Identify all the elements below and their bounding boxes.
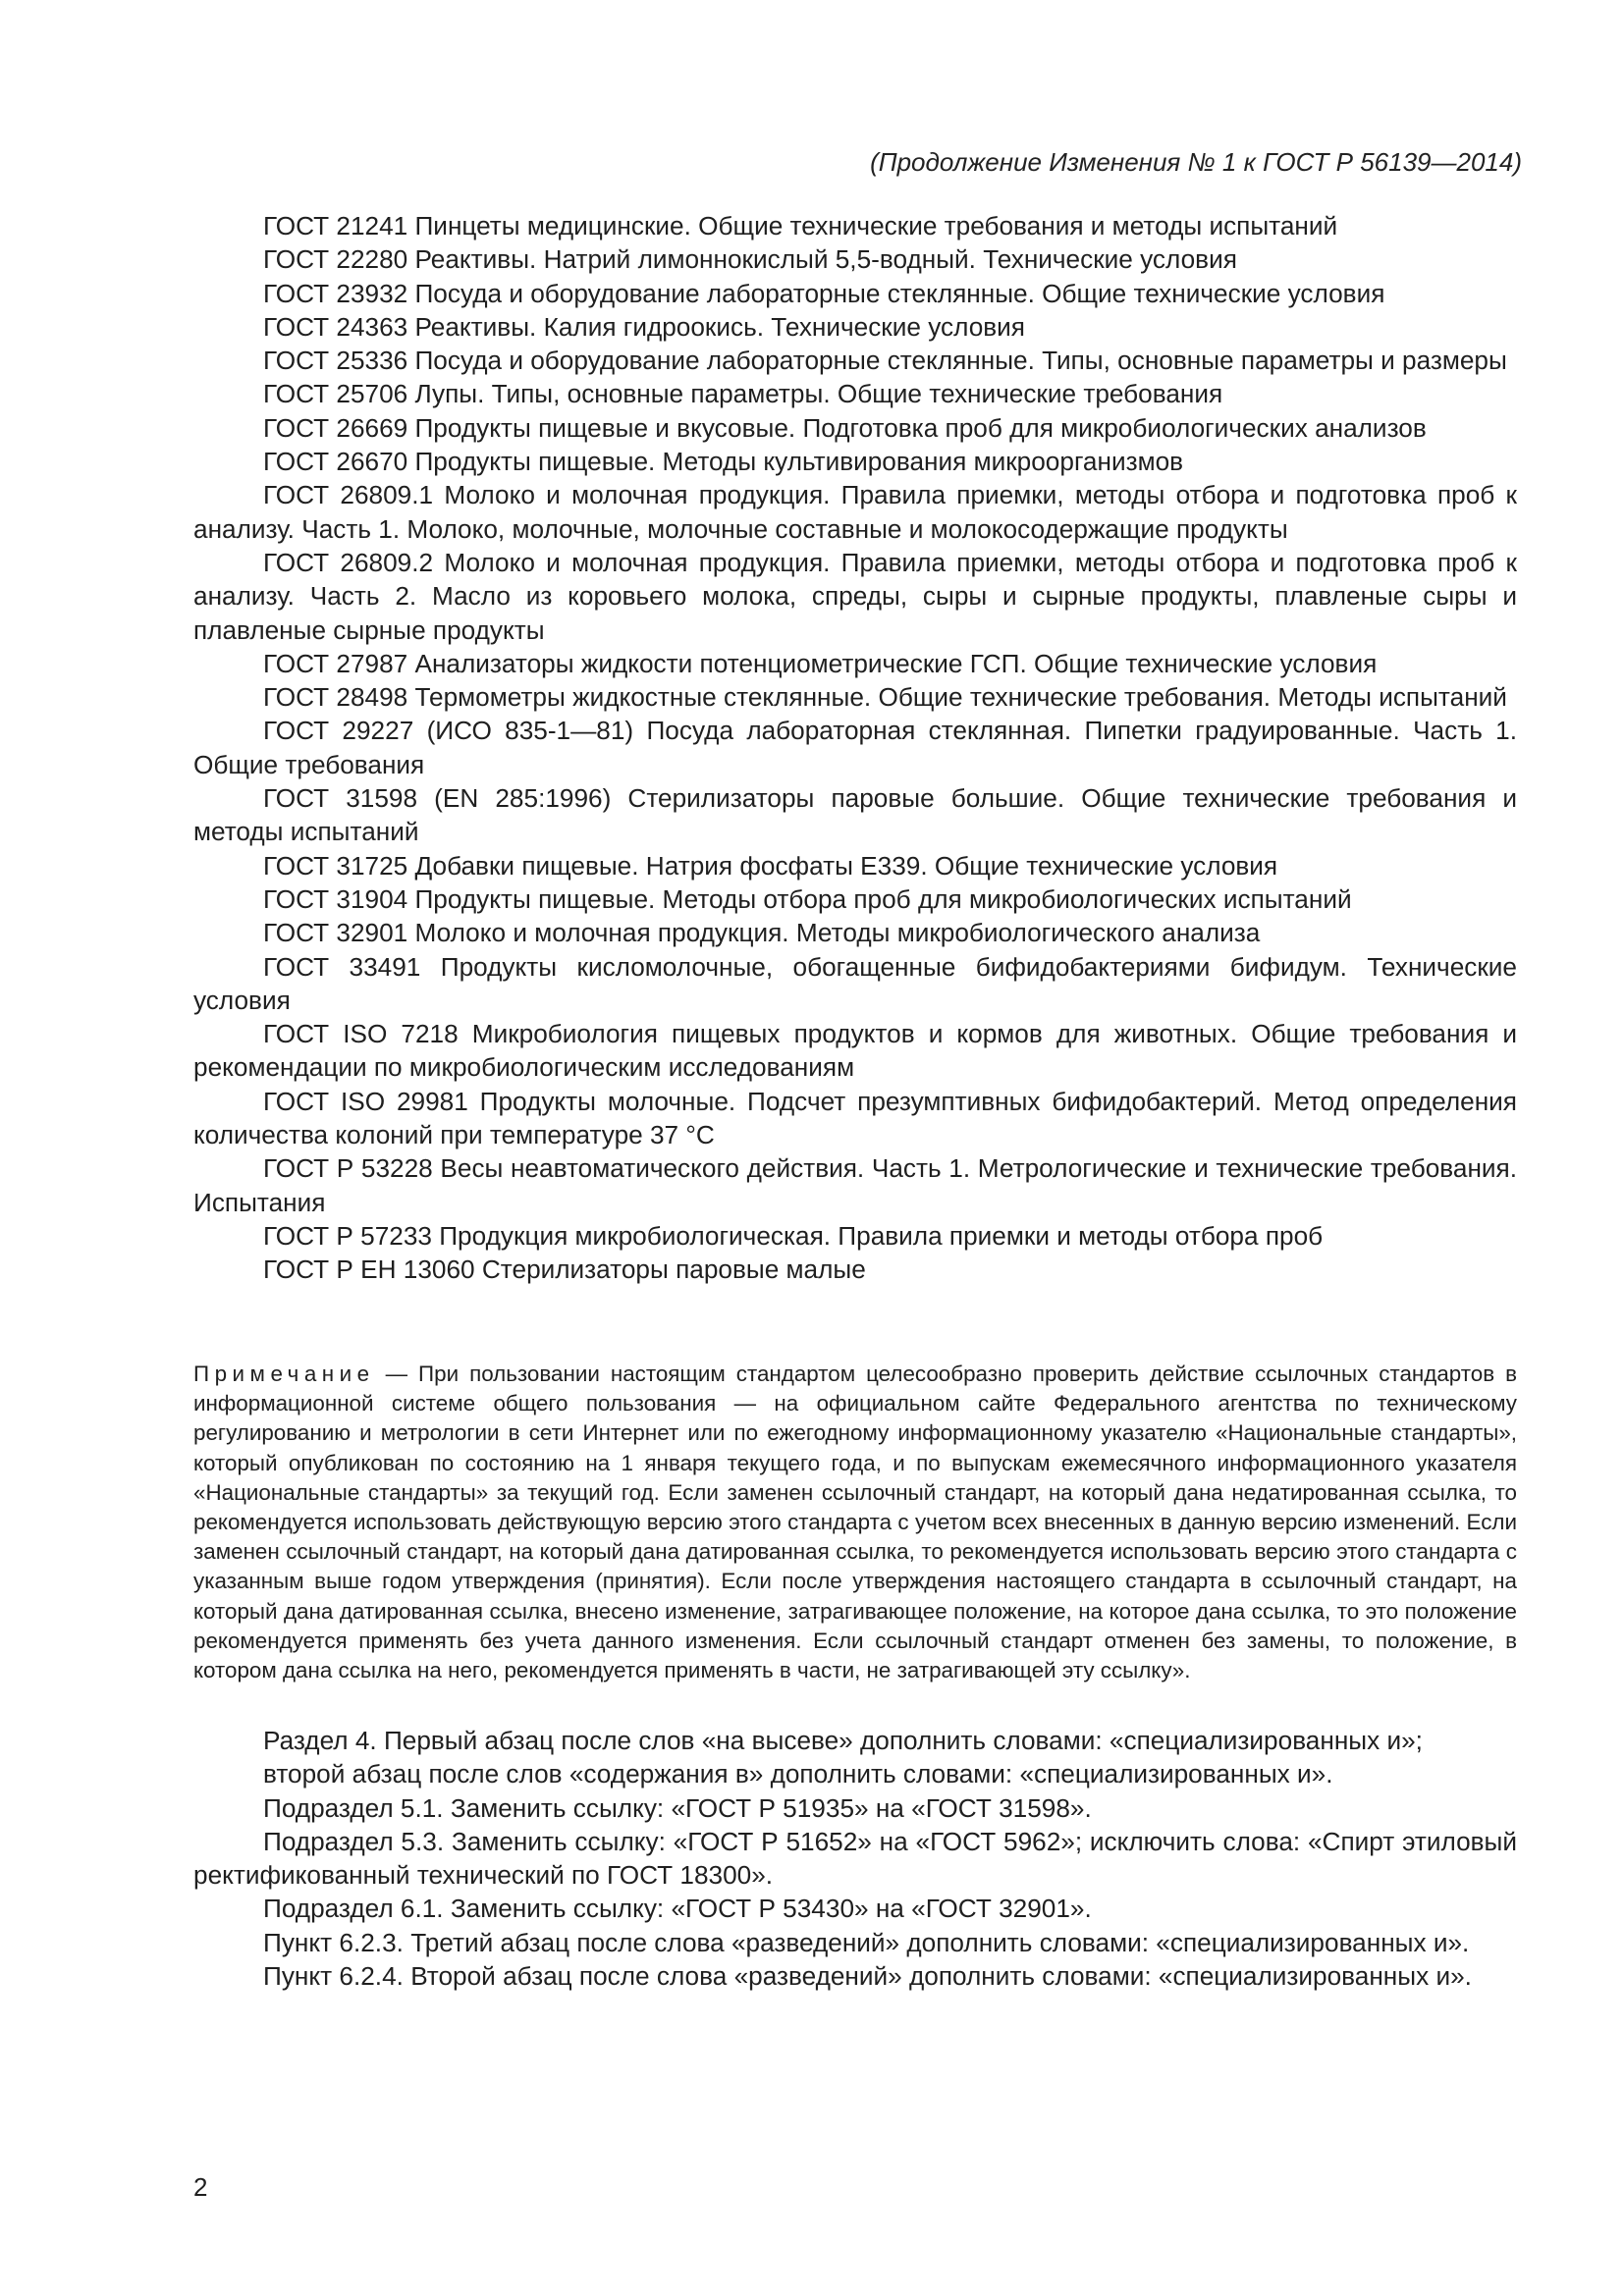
reference-item: ГОСТ Р ЕН 13060 Стерилизаторы паровые малые bbox=[263, 1255, 866, 1285]
amendment-item: Подраздел 6.1. Заменить ссылку: «ГОСТ Р 53430» на «ГОСТ 32901». bbox=[263, 1894, 1092, 1924]
note-label: Примечание bbox=[193, 1362, 375, 1386]
note-text: — При пользовании настоящим стандартом целесообразно проверить действие ссылочных стандартов в информационной системе общего пользования — на официальном сайте Федерального агентства по техническому регулированию и метрологии в сети Интернет или по ежегодному информационному указателю «Национальные стандарты», который опубликован по состоянию на 1 января текущего года, и по выпускам ежемесячного информационного указателя «Национальные стандарты» за текущий год. Если заменен ссылочный стандарт, на который дана недатированная ссылка, то рекомендуется использовать действующую версию этого стандарта с учетом всех внесенных в данную версию изменений. Если заменен ссылочный стандарт, на который дана датированная ссылка, то рекомендуется использовать версию этого стандарта с указанным выше годом утверждения (принятия). Если после утверждения настоящего стандарта в ссылочный стандарт, на который дана датированная ссылка, внесено изменение, затрагивающее положение, на которое дана ссылка, то это положение рекомендуется применять без учета данного изменения. Если ссылочный стандарт отменен без замены, то положение, в котором дана ссылка на него, рекомендуется применять в части, не затрагивающей эту ссылку». bbox=[193, 1362, 1517, 1683]
reference-item: ГОСТ 26809.1 Молоко и молочная продукция. Правила приемки, методы отбора и подготовка проб к анализу. Часть 1. Молоко, молочные, молочные составные и молокосодержащие продукты bbox=[193, 480, 1517, 544]
reference-item: ГОСТ 25336 Посуда и оборудование лабораторные стеклянные. Типы, основные параметры и размеры bbox=[263, 346, 1507, 376]
amendment-item: Пункт 6.2.4. Второй абзац после слова «разведений» дополнить словами: «специализированных и». bbox=[263, 1961, 1472, 1992]
reference-item: ГОСТ 26809.2 Молоко и молочная продукция. Правила приемки, методы отбора и подготовка проб к анализу. Часть 2. Масло из коровьего молока, спреды, сыры и сырные продукты, плавленые сыры и плавленые сырные продукты bbox=[193, 547, 1517, 645]
reference-item: ГОСТ 31725 Добавки пищевые. Натрия фосфаты Е339. Общие технические условия bbox=[263, 850, 1278, 881]
reference-item: ГОСТ ISO 29981 Продукты молочные. Подсчет презумптивных бифидобактерий. Метод определения количества колоний при температуре 37 °С bbox=[193, 1086, 1517, 1150]
amendment-item: Пункт 6.2.3. Третий абзац после слова «разведений» дополнить словами: «специализированных и». bbox=[263, 1927, 1470, 1957]
note-paragraph bbox=[193, 1360, 1517, 1685]
reference-item: ГОСТ 22280 Реактивы. Натрий лимоннокислый 5,5-водный. Технические условия bbox=[263, 244, 1237, 275]
reference-item: ГОСТ Р 57233 Продукция микробиологическая. Правила приемки и методы отбора проб bbox=[263, 1220, 1324, 1251]
reference-item: ГОСТ 31598 (EN 285:1996) Стерилизаторы паровые большие. Общие технические требования и методы испытаний bbox=[193, 783, 1517, 847]
reference-item: ГОСТ 26669 Продукты пищевые и вкусовые. Подготовка проб для микробиологических анализов bbox=[263, 412, 1427, 443]
reference-item: ГОСТ 28498 Термометры жидкостные стеклянные. Общие технические требования. Методы испытаний bbox=[263, 682, 1507, 713]
reference-item: ГОСТ 32901 Молоко и молочная продукция. Методы микробиологического анализа bbox=[263, 918, 1261, 948]
amendment-item: Подраздел 5.3. Заменить ссылку: «ГОСТ Р 51652» на «ГОСТ 5962»; исключить слова: «Спирт этиловый ректификованный технический по ГОСТ 18300». bbox=[193, 1826, 1517, 1891]
amendment-item: второй абзац после слов «содержания в» дополнить словами: «специализированных и». bbox=[263, 1759, 1333, 1789]
page-number: 2 bbox=[193, 2172, 208, 2202]
reference-item: ГОСТ 21241 Пинцеты медицинские. Общие технические требования и методы испытаний bbox=[263, 211, 1338, 240]
reference-item: ГОСТ Р 53228 Весы неавтоматического действия. Часть 1. Метрологические и технические требования. Испытания bbox=[193, 1153, 1517, 1217]
note-block bbox=[193, 1360, 1517, 1685]
reference-item: ГОСТ 33491 Продукты кисломолочные, обогащенные бифидобактериями бифидум. Технические условия bbox=[193, 951, 1517, 1015]
reference-item: ГОСТ 29227 (ИСО 835-1—81) Посуда лабораторная стеклянная. Пипетки градуированные. Часть 1. Общие требования bbox=[193, 716, 1517, 779]
reference-item: ГОСТ 25706 Лупы. Типы, основные параметры. Общие технические требования bbox=[263, 379, 1223, 409]
continuation-header: (Продолжение Изменения № 1 к ГОСТ Р 56139—2014) bbox=[870, 147, 1522, 177]
amendment-item: Подраздел 5.1. Заменить ссылку: «ГОСТ Р 51935» на «ГОСТ 31598». bbox=[263, 1792, 1092, 1823]
reference-item: ГОСТ 26670 Продукты пищевые. Методы культивирования микроорганизмов bbox=[263, 447, 1184, 477]
normative-references-list bbox=[193, 209, 1517, 1287]
reference-item: ГОСТ 23932 Посуда и оборудование лабораторные стеклянные. Общие технические условия bbox=[263, 278, 1385, 308]
reference-item: ГОСТ 27987 Анализаторы жидкости потенциометрические ГСП. Общие технические условия bbox=[263, 648, 1378, 678]
amendment-item: Раздел 4. Первый абзац после слов «на высеве» дополнить словами: «специализированных и»; bbox=[263, 1726, 1423, 1755]
reference-item: ГОСТ ISO 7218 Микробиология пищевых продуктов и кормов для животных. Общие требования и рекомендации по микробиологическим исследованиям bbox=[193, 1019, 1517, 1083]
amendments-list bbox=[193, 1724, 1517, 1993]
reference-item: ГОСТ 24363 Реактивы. Калия гидроокись. Технические условия bbox=[263, 311, 1025, 342]
reference-item: ГОСТ 31904 Продукты пищевые. Методы отбора проб для микробиологических испытаний bbox=[263, 883, 1352, 914]
